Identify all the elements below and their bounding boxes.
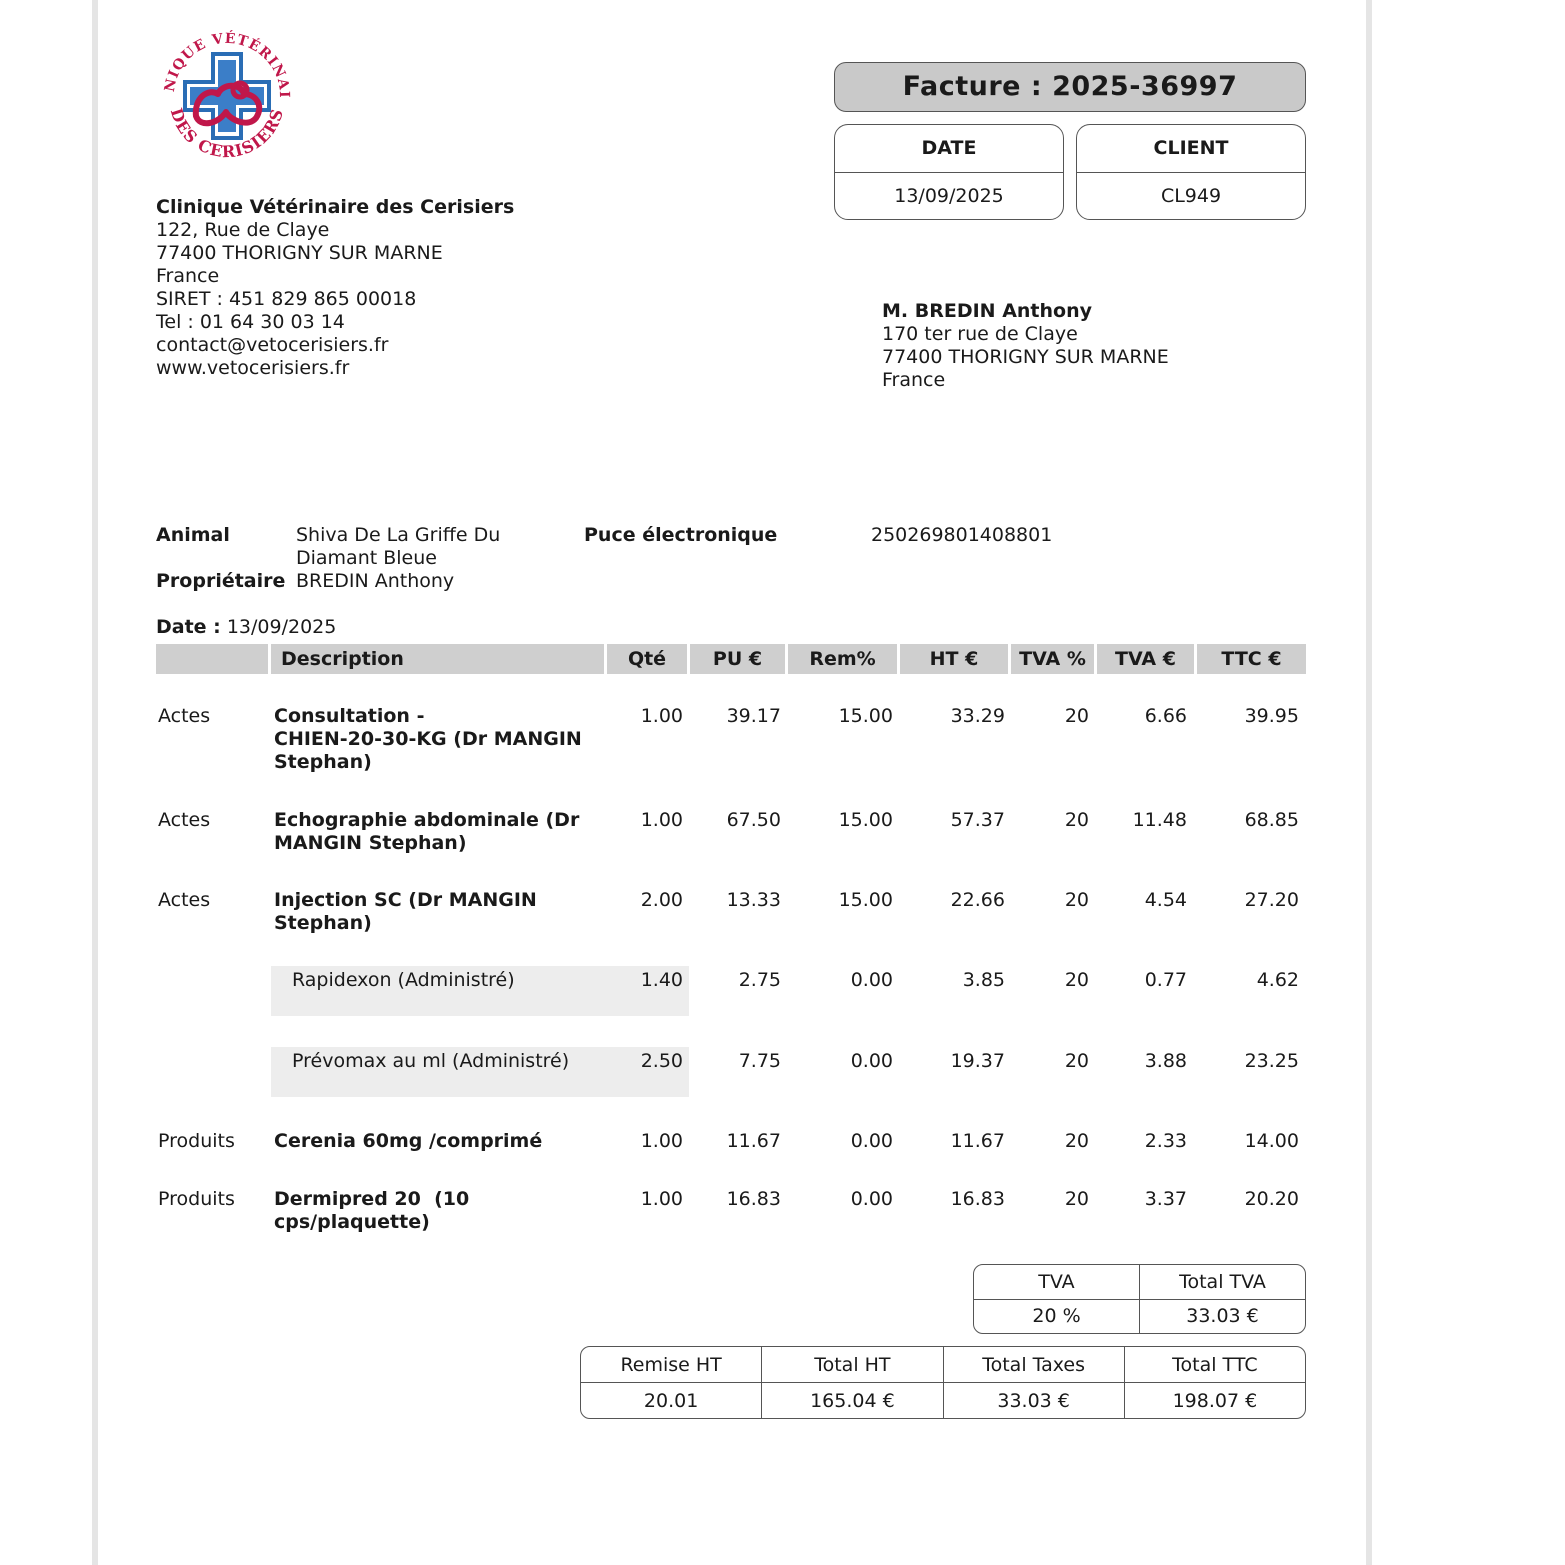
row-tva-eur: 2.33 — [1144, 1130, 1187, 1152]
row-pu: 2.75 — [738, 969, 781, 991]
row-tva-eur: 0.77 — [1144, 969, 1187, 991]
row-ttc: 27.20 — [1244, 889, 1299, 911]
row-qty: 1.40 — [640, 969, 683, 991]
chip-value: 250269801408801 — [871, 524, 1053, 546]
total-ht-value: 165.04 € — [810, 1389, 895, 1412]
row-description — [274, 809, 604, 855]
header-tva-eur: TVA € — [1097, 644, 1194, 674]
tva-rate-value: 20 % — [1032, 1305, 1081, 1328]
header-description: Description — [271, 644, 604, 674]
row-description-line: Consultation - — [274, 705, 425, 727]
row-qty: 1.00 — [640, 705, 683, 727]
row-tva-pct: 20 — [1064, 1130, 1089, 1152]
row-ttc: 39.95 — [1244, 705, 1299, 727]
animal-name-line2: Diamant Bleue — [296, 547, 437, 569]
total-taxes-value: 33.03 € — [997, 1389, 1070, 1412]
row-ht: 11.67 — [950, 1130, 1005, 1152]
row-type: Actes — [158, 889, 211, 911]
recipient-address-line1: 170 ter rue de Claye — [882, 323, 1078, 345]
row-description-line: Injection SC (Dr MANGIN — [274, 889, 537, 911]
row-ht: 3.85 — [962, 969, 1005, 991]
row-description — [274, 889, 604, 935]
remise-ht-value: 20.01 — [643, 1389, 699, 1412]
row-pu: 67.50 — [726, 809, 781, 831]
row-description — [274, 1188, 604, 1234]
visit-date-value: 13/09/2025 — [226, 616, 337, 638]
animal-name — [296, 524, 500, 570]
invoice-date-box — [834, 124, 1064, 220]
header-pu: PU € — [690, 644, 785, 674]
row-rem: 15.00 — [838, 705, 893, 727]
row-tva-pct: 20 — [1064, 1050, 1089, 1072]
invoice-title: Facture : 2025-36997 — [834, 62, 1306, 112]
row-tva-pct: 20 — [1064, 1188, 1089, 1210]
total-ttc-value: 198.07 € — [1172, 1389, 1258, 1412]
logo-text-top: NIQUE VÉTÉRINAI — [161, 30, 293, 99]
row-description — [274, 705, 604, 774]
row-pu: 16.83 — [726, 1188, 781, 1210]
row-description-line: Stephan) — [274, 912, 372, 934]
clinic-logo — [156, 24, 298, 166]
row-tva-eur: 3.88 — [1144, 1050, 1187, 1072]
row-ht: 16.83 — [950, 1188, 1005, 1210]
row-qty: 1.00 — [640, 1188, 683, 1210]
row-description-line: CHIEN-20-30-KG (Dr MANGIN — [274, 728, 582, 750]
row-pu: 13.33 — [726, 889, 781, 911]
row-qty: 1.00 — [640, 809, 683, 831]
row-ht: 22.66 — [950, 889, 1005, 911]
clinic-country: France — [156, 265, 220, 287]
row-ttc: 14.00 — [1244, 1130, 1299, 1152]
row-ttc: 68.85 — [1244, 809, 1299, 831]
row-tva-eur: 11.48 — [1132, 809, 1187, 831]
visit-date — [156, 616, 336, 638]
header-rem: Rem% — [788, 644, 897, 674]
row-type: Actes — [158, 809, 211, 831]
tva-rate-label: TVA — [974, 1265, 1139, 1300]
row-description-line: Dermipred 20 (10 — [274, 1188, 470, 1210]
row-description: Prévomax au ml (Administré) — [292, 1050, 570, 1072]
row-rem: 15.00 — [838, 889, 893, 911]
clinic-address-line2: 77400 THORIGNY SUR MARNE — [156, 242, 443, 264]
header-type — [156, 644, 268, 674]
header-ttc: TTC € — [1197, 644, 1306, 674]
row-tva-pct: 20 — [1064, 705, 1089, 727]
row-qty: 2.50 — [640, 1050, 683, 1072]
row-ttc: 4.62 — [1256, 969, 1299, 991]
row-description-line: Cerenia 60mg /comprimé — [274, 1130, 543, 1152]
row-description-line: MANGIN Stephan) — [274, 832, 467, 854]
row-rem: 15.00 — [838, 809, 893, 831]
visit-date-label: Date : — [156, 616, 221, 638]
owner-value: BREDIN Anthony — [296, 570, 455, 592]
row-rem: 0.00 — [850, 1050, 893, 1072]
row-description: Rapidexon (Administré) — [292, 969, 515, 991]
tva-total-label: Total TVA — [1140, 1265, 1305, 1300]
recipient-name: M. BREDIN Anthony — [882, 300, 1092, 322]
row-type: Produits — [158, 1188, 235, 1210]
row-tva-eur: 6.66 — [1144, 705, 1187, 727]
row-rem: 0.00 — [850, 969, 893, 991]
animal-name-line1: Shiva De La Griffe Du — [296, 524, 501, 546]
row-ht: 57.37 — [950, 809, 1005, 831]
row-description — [274, 1130, 614, 1153]
row-tva-pct: 20 — [1064, 889, 1089, 911]
animal-label: Animal — [156, 524, 230, 546]
page-edge-right — [1366, 0, 1372, 1565]
total-ht-label: Total HT — [762, 1347, 942, 1383]
row-type: Produits — [158, 1130, 235, 1152]
logo-text-bottom: DES CERISIERS — [166, 105, 288, 162]
row-rem: 0.00 — [850, 1130, 893, 1152]
invoice-date-label: DATE — [835, 125, 1063, 173]
page-edge-left — [92, 0, 98, 1565]
invoice-date-value: 13/09/2025 — [894, 185, 1004, 207]
row-pu: 7.75 — [738, 1050, 781, 1072]
total-ttc-label: Total TTC — [1125, 1347, 1305, 1383]
row-tva-eur: 3.37 — [1144, 1188, 1187, 1210]
invoice-client-value: CL949 — [1160, 185, 1222, 207]
clinic-address-line1: 122, Rue de Claye — [156, 219, 330, 241]
chip-label: Puce électronique — [584, 524, 778, 546]
row-ttc: 23.25 — [1244, 1050, 1299, 1072]
table-header — [156, 644, 1306, 674]
row-tva-pct: 20 — [1064, 969, 1089, 991]
owner-label: Propriétaire — [156, 570, 286, 592]
clinic-website: www.vetocerisiers.fr — [156, 357, 350, 379]
row-description-line: cps/plaquette) — [274, 1211, 430, 1233]
remise-ht-label: Remise HT — [581, 1347, 761, 1383]
recipient-address-line2: 77400 THORIGNY SUR MARNE — [882, 346, 1169, 368]
header-tva-pct: TVA % — [1011, 644, 1094, 674]
row-type: Actes — [158, 705, 211, 727]
row-tva-pct: 20 — [1064, 809, 1089, 831]
total-taxes-label: Total Taxes — [944, 1347, 1124, 1383]
row-ht: 19.37 — [950, 1050, 1005, 1072]
clinic-email: contact@vetocerisiers.fr — [156, 334, 389, 356]
tva-summary-box — [973, 1264, 1306, 1334]
clinic-name: Clinique Vétérinaire des Cerisiers — [156, 196, 515, 218]
header-ht: HT € — [900, 644, 1008, 674]
row-pu: 11.67 — [726, 1130, 781, 1152]
row-qty: 1.00 — [640, 1130, 683, 1152]
row-ht: 33.29 — [950, 705, 1005, 727]
recipient-country: France — [882, 369, 946, 391]
row-rem: 0.00 — [850, 1188, 893, 1210]
invoice-client-box — [1076, 124, 1306, 220]
invoice-client-label: CLIENT — [1077, 125, 1305, 173]
recipient-address — [882, 300, 1169, 392]
row-tva-eur: 4.54 — [1144, 889, 1187, 911]
row-description-line: Stephan) — [274, 751, 372, 773]
tva-total-value: 33.03 € — [1186, 1305, 1259, 1328]
row-description-line: Echographie abdominale (Dr — [274, 809, 580, 831]
row-ttc: 20.20 — [1244, 1188, 1299, 1210]
clinic-info — [156, 196, 514, 380]
row-pu: 39.17 — [726, 705, 781, 727]
row-qty: 2.00 — [640, 889, 683, 911]
clinic-phone: Tel : 01 64 30 03 14 — [156, 311, 345, 333]
clinic-siret: SIRET : 451 829 865 00018 — [156, 288, 417, 310]
totals-box — [580, 1346, 1306, 1419]
header-qty: Qté — [607, 644, 687, 674]
